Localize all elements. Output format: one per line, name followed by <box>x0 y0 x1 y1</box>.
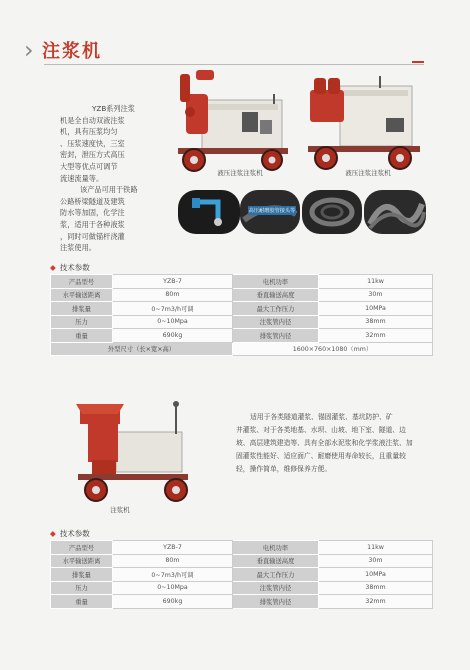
intro-line: 浆，适用于各种液浆 <box>60 219 125 229</box>
machine-1-caption: 液压注浆注浆机 <box>217 169 263 177</box>
table-cell: 38mm <box>319 581 433 595</box>
page-header <box>24 34 414 68</box>
table-cell: 10MPa <box>319 302 433 316</box>
table-cell: 垂直输送高度 <box>233 288 319 302</box>
description-line: 轻，操作简单，维修保养方便。 <box>236 465 332 473</box>
header-accent-mark <box>412 61 424 63</box>
table-cell: 排浆量 <box>51 302 113 316</box>
table-row <box>51 329 433 343</box>
description-line: 适用于各类隧道灌浆、锚固灌浆、基坑防护、矿 <box>250 413 393 421</box>
table-cell: 压力 <box>51 581 113 595</box>
table-cell: 32mm <box>319 329 433 343</box>
intro-line: 该产品可用于铁路 <box>80 185 138 195</box>
table-cell: YZB-7 <box>113 541 233 555</box>
table-cell: 0~7m3/h可调 <box>113 568 233 582</box>
intro-line: 大型等优点可调节 <box>60 161 118 171</box>
intro-line: 流速流量等。 <box>60 173 104 183</box>
table-cell: 注浆管内径 <box>233 315 319 329</box>
machine-2-caption: 液压注浆注浆机 <box>345 169 391 177</box>
description-line: 坡、高层建筑建造等、具有全部水泥浆和化学浆液注浆、加 <box>236 439 413 447</box>
description-line: 井灌浆、对于各类地基、水坝、山坡、地下室、隧道、边 <box>236 426 406 434</box>
machine-3-caption: 注浆机 <box>110 506 130 514</box>
table-cell: 水平输送距离 <box>51 288 113 302</box>
hose-fitting-thumbnail <box>240 190 300 234</box>
page-title: 注浆机 <box>42 41 102 62</box>
table-row <box>51 541 433 555</box>
table-cell: 10MPa <box>319 568 433 582</box>
intro-line: 机是全自动双液注浆 <box>60 115 125 125</box>
table-row <box>51 315 433 329</box>
table-row <box>51 595 433 609</box>
table-cell: 产品型号 <box>51 275 113 289</box>
dimensions-value: 1600×760×1080（mm） <box>233 342 433 356</box>
table-cell: 690kg <box>113 595 233 609</box>
grout-machine-image-3 <box>72 398 202 508</box>
table-cell: 0~10Mpa <box>113 315 233 329</box>
tech-params-heading-1 <box>50 262 90 273</box>
table-cell: 0~7m3/h可调 <box>113 302 233 316</box>
table-row <box>51 581 433 595</box>
bullet-icon: ◆ <box>50 529 56 538</box>
table-row <box>51 554 433 568</box>
intro-line: 注浆使用。 <box>60 243 96 253</box>
table-cell: 11kw <box>319 541 433 555</box>
table-cell: 产品型号 <box>51 541 113 555</box>
section-1-title: 技术参数 <box>59 263 90 272</box>
hose-fitting-label: 高压耐磨胶管接头等 <box>248 208 296 214</box>
table-cell: YZB-7 <box>113 275 233 289</box>
dimensions-label: 外型尺寸（长×宽×高） <box>51 342 233 356</box>
table-cell: 11kw <box>319 275 433 289</box>
grout-machine-image-1 <box>174 64 300 176</box>
table-row <box>51 342 433 356</box>
spec-table-2 <box>50 540 433 609</box>
hose-coil-thumbnail-1 <box>302 190 362 234</box>
table-row <box>51 302 433 316</box>
table-cell: 80m <box>113 554 233 568</box>
table-cell: 38mm <box>319 315 433 329</box>
table-cell: 压力 <box>51 315 113 329</box>
table-cell: 80m <box>113 288 233 302</box>
table-cell: 排浆管内径 <box>233 595 319 609</box>
description-line: 固灌浆性能好、适应面广、耐磨使用寿命较长，且重量较 <box>236 452 406 460</box>
intro-paragraph <box>60 103 170 254</box>
intro-line: 密封，泄压方式高压 <box>60 150 125 160</box>
table-cell: 690kg <box>113 329 233 343</box>
chevron-right-icon: › <box>24 36 34 64</box>
table-cell: 注浆管内径 <box>233 581 319 595</box>
intro-line: ，同时可做锚杆浇灌 <box>60 231 125 241</box>
table-cell: 32mm <box>319 595 433 609</box>
table-cell: 电机功率 <box>233 541 319 555</box>
table-cell: 30m <box>319 554 433 568</box>
intro-line: 防水等加固，化学注 <box>60 208 125 218</box>
table-cell: 最大工作压力 <box>233 568 319 582</box>
table-cell: 重量 <box>51 595 113 609</box>
table-row <box>51 288 433 302</box>
table-cell: 水平输送距离 <box>51 554 113 568</box>
table-cell: 30m <box>319 288 433 302</box>
nozzle-thumbnail <box>178 190 240 234</box>
tech-params-heading-2 <box>50 528 90 539</box>
table-cell: 排浆管内径 <box>233 329 319 343</box>
hose-coil-thumbnail-2 <box>364 190 426 234</box>
section-2-title: 技术参数 <box>59 529 90 538</box>
table-cell: 重量 <box>51 329 113 343</box>
table-cell: 排浆量 <box>51 568 113 582</box>
bullet-icon: ◆ <box>50 263 56 272</box>
table-cell: 垂直输送高度 <box>233 554 319 568</box>
description-paragraph <box>236 411 432 476</box>
intro-line: 公路桥梁隧道及建筑 <box>60 196 125 206</box>
intro-line: 机，具有压浆均匀 <box>60 127 118 137</box>
table-cell: 最大工作压力 <box>233 302 319 316</box>
table-cell: 0~10Mpa <box>113 581 233 595</box>
table-row <box>51 568 433 582</box>
intro-line: YZB系列注浆 <box>92 104 135 113</box>
spec-table-1 <box>50 274 433 356</box>
table-cell: 电机功率 <box>233 275 319 289</box>
grout-machine-image-2 <box>300 64 426 176</box>
table-row <box>51 275 433 289</box>
intro-line: 、压浆速度快，三室 <box>60 138 125 148</box>
